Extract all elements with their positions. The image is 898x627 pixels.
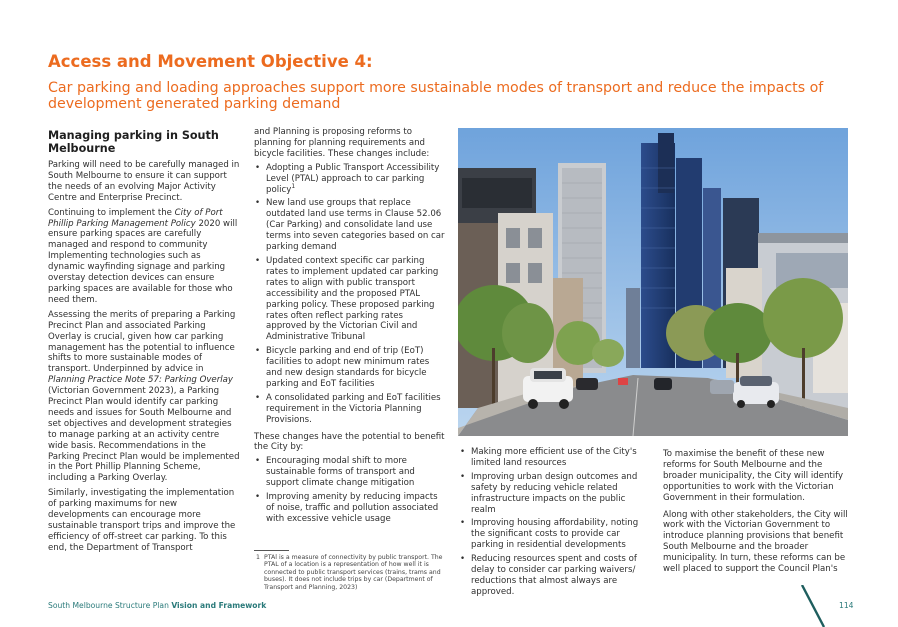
list-item: • Making more efficient use of the City's limited land resources [459, 447, 649, 469]
practice-note-title: Planning Practice Note 57: Parking Overlay [48, 375, 233, 386]
footer-doc-subtitle: Vision and Framework [171, 601, 267, 610]
paragraph: Similarly, investigating the implementation of parking maximums for new developments can encourage more sustainable transport trips and improve the efficiency of off-street car parking. To this end, the Department of Transport [48, 488, 236, 553]
footnote-ref: 1 [291, 182, 296, 190]
page-number: 114 [839, 601, 854, 610]
footnote-rule [254, 550, 289, 551]
list-item: • Bicycle parking and end of trip (EoT) facilities to adopt new minimum rates and new design standards for bicycle parking and EoT facilities [254, 346, 446, 390]
page-subheading: Car parking and loading approaches support more sustainable modes of transport and reduce the impacts of development generated parking demand [48, 80, 824, 112]
column-3 [459, 447, 649, 602]
reform-list [254, 163, 446, 426]
list-item: • Reducing resources spent and costs of delay to consider car parking waivers/ reductions that almost always are approved. [459, 554, 649, 598]
page-heading: Access and Movement Objective 4: [48, 52, 373, 71]
paragraph: and Planning is proposing reforms to planning for planning requirements and bicycle facilities. These changes include: [254, 127, 430, 159]
footnote-text: PTAl is a measure of connectivity by public transport. The PTAL of a location is a representation of how well it is connected to public transport services (trains, trams and buses). It does not include trips by car (Department of Transport and Planning, 2023) [264, 554, 443, 591]
street-photo [458, 128, 848, 436]
list-item: • A consolidated parking and EoT facilities requirement in the Victoria Planning Provisions. [254, 393, 446, 426]
list-item: • Updated context specific car parking rates to implement updated car parking rates to align with public transport accessibility and the proposed PTAL parking policy. These proposed parking rates often reflect parking rates approved by the Victorian Civil and Administrative Tribunal [254, 256, 446, 343]
column-2 [254, 127, 446, 529]
footer-slash-graphic [800, 585, 830, 627]
policy-title: City of Port Phillip Parking Management Policy [48, 207, 223, 229]
list-item: • New land use groups that replace outdated land use terms in Clause 52.06 (Car Parking) and consolidate land use terms into seven categories based on car parking demand [254, 198, 446, 253]
list-item: • Improving amenity by reducing impacts of noise, traffic and pollution associated with excessive vehicle usage [254, 492, 446, 525]
paragraph: Parking will need to be carefully managed in South Melbourne to ensure it can support the needs of an evolving Major Activity Centre and Enterprise Precinct. [48, 160, 240, 203]
footnote [254, 550, 446, 591]
benefit-list [254, 456, 446, 524]
section-title: Managing parking in South Melbourne [48, 129, 219, 155]
footer-doc-title: South Melbourne Structure Plan Vision and Framework [48, 601, 267, 610]
paragraph: To maximise the benefit of these new reforms for South Melbourne and the broader municipality, the City will identify opportunities to work with the Victorian Government in their formulation. [663, 449, 844, 503]
paragraph: Assessing the merits of preparing a Parking Precinct Plan and associated Parking Overlay is crucial, given how car parking management has the potential to influence shifts to more sustainable modes of transport. Underpinned by advice in Planning Practice Note 57: Parking Overlay (Victorian Government 2023), a Parking Precinct Plan would identify car parking needs and issues for South Melbourne and set objectives and development strategies to manage parking at an activity centre wide basis. Recommendations in the Parking Precinct Plan would be implemented in the Port Phillip Planning Scheme, including a Parking Overlay. [48, 309, 240, 484]
list-item: • Improving housing affordability, noting the significant costs to provide car parking in residential developments [459, 518, 649, 551]
footnote-number: 1 [256, 554, 260, 561]
paragraph: Along with other stakeholders, the City will work with the Victorian Government to introduce planning provisions that benefit South Melbourne and the broader municipality. In turn, these reforms can be well placed to support the Council Plan's [663, 509, 848, 575]
list-item: • Encouraging modal shift to more sustainable forms of transport and support climate change mitigation [254, 456, 446, 489]
list-item: • Adopting a Public Transport Accessibility Level (PTAL) approach to car parking policy$^1$ [254, 163, 446, 196]
benefit-list-continued [459, 447, 649, 598]
paragraph: Continuing to implement the City of Port Phillip Parking Management Policy 2020 will ensure parking spaces are carefully managed and respond to community Implementing technologies such as dynamic wayfinding signage and parking overstay detection devices can ensure parking spaces are available for those who need them. [48, 207, 238, 305]
list-item: • Improving urban design outcomes and safety by reducing vehicle related infrastructure impacts on the public realm [459, 472, 649, 516]
column-1 [48, 129, 240, 558]
paragraph: These changes have the potential to benefit the City by: [254, 431, 445, 453]
column-4 [663, 449, 853, 579]
